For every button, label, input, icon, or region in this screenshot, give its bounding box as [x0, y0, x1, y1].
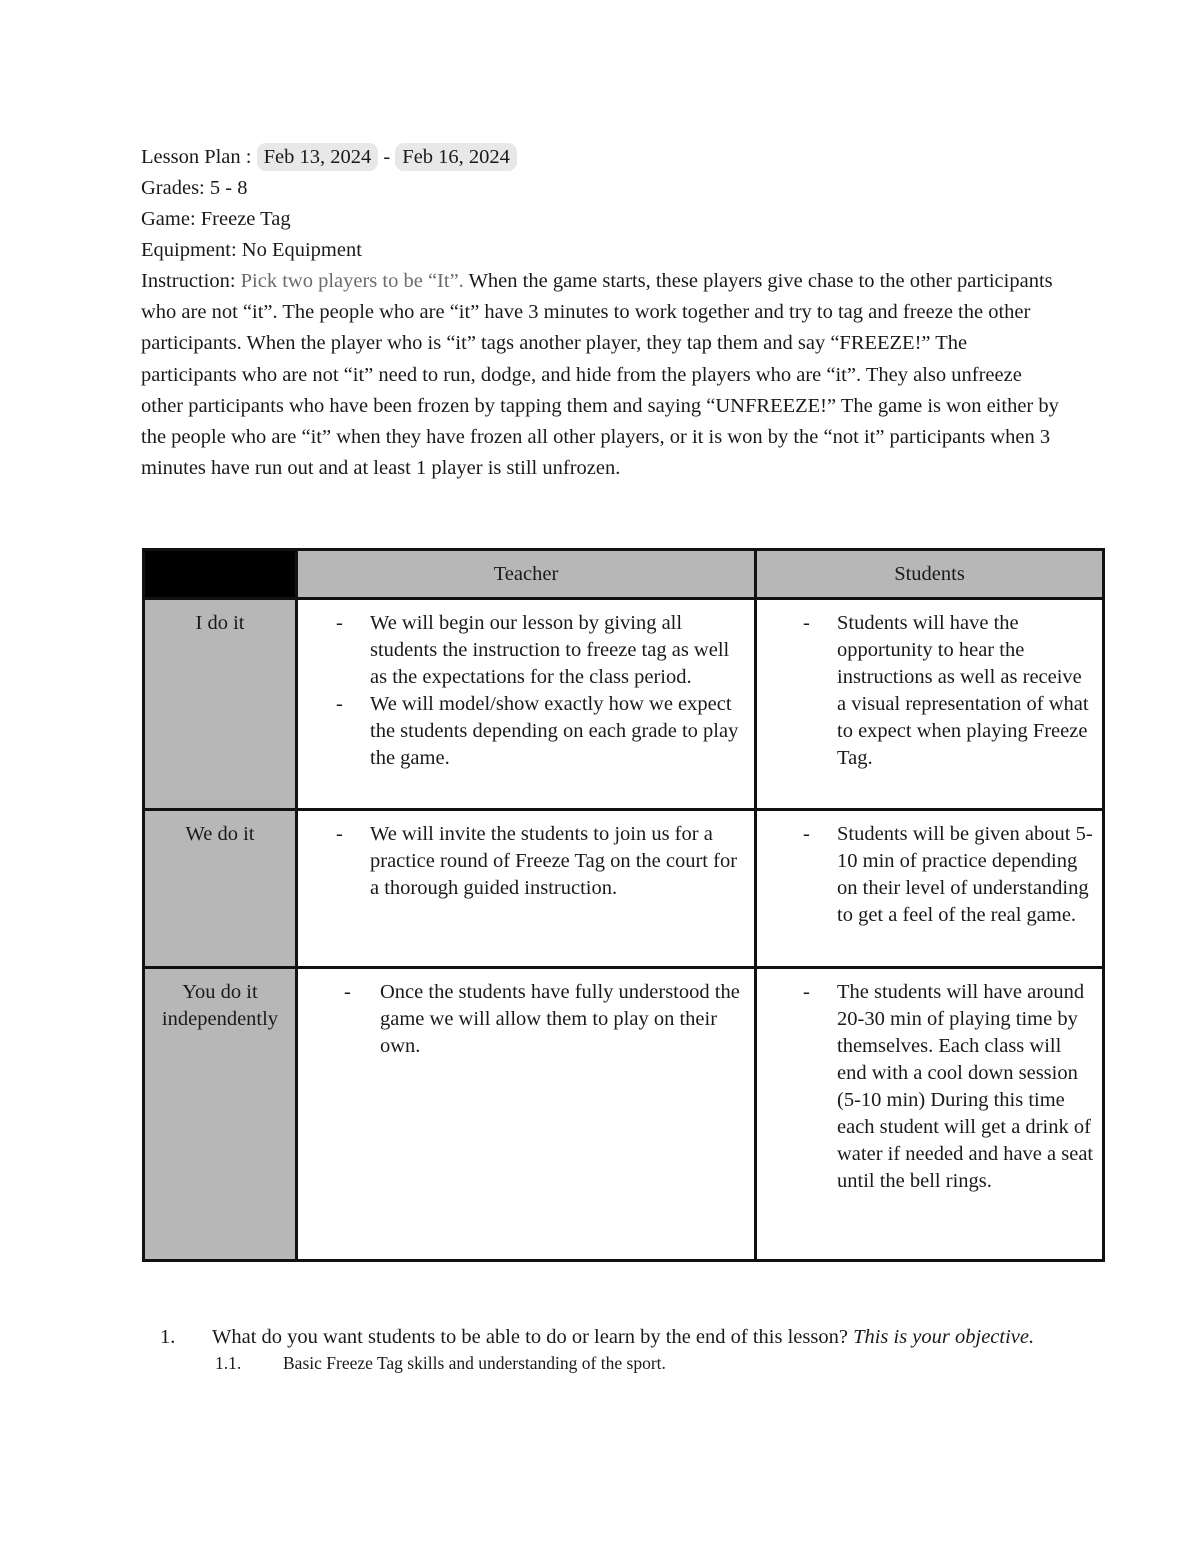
- instruction-label: Instruction:: [141, 270, 236, 292]
- answer-item: [160, 1351, 1080, 1375]
- lesson-plan-label: Lesson Plan :: [141, 146, 252, 168]
- instruction-highlight: Pick two players to be “It”.: [240, 270, 464, 292]
- students-column-header: Students: [756, 550, 1104, 599]
- equipment-line: Equipment: No Equipment: [141, 239, 362, 261]
- lesson-plan-line: [141, 142, 1061, 173]
- teacher-column-header: Teacher: [297, 550, 756, 599]
- students-cell: [756, 968, 1104, 1261]
- teacher-cell: [297, 968, 756, 1261]
- objectives-section: [160, 1324, 1080, 1375]
- table-corner-cell: [144, 550, 297, 599]
- table-header-row: [144, 550, 1104, 599]
- teacher-cell: [297, 599, 756, 810]
- question-text: [212, 1324, 1080, 1351]
- date-separator: -: [383, 146, 391, 168]
- gradual-release-table: [142, 548, 1105, 1262]
- students-cell: [756, 599, 1104, 810]
- instruction-paragraph: [141, 266, 1061, 484]
- row-label-you-do-it: You do it independently: [144, 968, 297, 1261]
- list-item: - Students will have the opportunity to hear the instructions as well as receive a visual representation of what to expect when playing Freeze Tag.: [757, 610, 1094, 772]
- list-item: - We will model/show exactly how we expect the students depending on each grade to play the game.: [298, 691, 746, 772]
- list-item: - The students will have around 20-30 min of playing time by themselves. Each class will end with a cool down session (5-10 min) During this time each student will get a drink of water if needed and have a seat until the bell rings.: [757, 979, 1094, 1195]
- answer-number: 1.1.: [215, 1353, 242, 1373]
- row-label-we-do-it: We do it: [144, 810, 297, 968]
- teacher-cell: [297, 810, 756, 968]
- question-italic: This is your objective.: [853, 1326, 1035, 1348]
- students-cell: [756, 810, 1104, 968]
- list-item: - Students will be given about 5-10 min of practice depending on their level of understanding to get a feel of the real game.: [757, 821, 1094, 929]
- answer-text: Basic Freeze Tag skills and understanding of the sport.: [283, 1353, 666, 1373]
- question-number: 1.: [160, 1326, 176, 1348]
- lesson-header: [141, 142, 1061, 484]
- table-row: [144, 968, 1104, 1261]
- instruction-text: When the game starts, these players give chase to the other participants who are not “it”. The people who are “it” have 3 minutes to work together and try to tag and freeze the other participants. When the player who is “it” tags another player, they tap them and say “FREEZE!” The participants who are not “it” need to run, dodge, and hide from the players who are “it”. They also unfreeze other participants who have been frozen by tapping them and saying “UNFREEZE!” The game is won either by the people who are “it” when they have frozen all other players, or it is won by the “not it” participants when 3 minutes have run out and at least 1 player is still unfrozen.: [141, 270, 1059, 480]
- table-row: [144, 599, 1104, 810]
- question-main: What do you want students to be able to do or learn by the end of this lesson?: [212, 1326, 848, 1348]
- list-item: - We will begin our lesson by giving all students the instruction to freeze tag as well as the expectations for the class period.: [298, 610, 746, 691]
- date-end-chip[interactable]: Feb 16, 2024: [395, 143, 517, 171]
- row-label-i-do-it: I do it: [144, 599, 297, 810]
- table-row: [144, 810, 1104, 968]
- list-item: - We will invite the students to join us for a practice round of Freeze Tag on the court for a thorough guided instruction.: [298, 821, 746, 902]
- game-line: Game: Freeze Tag: [141, 208, 291, 230]
- date-start-chip[interactable]: Feb 13, 2024: [257, 143, 379, 171]
- grades-line: Grades: 5 - 8: [141, 177, 248, 199]
- list-item: - Once the students have fully understood the game we will allow them to play on their own.: [298, 979, 746, 1060]
